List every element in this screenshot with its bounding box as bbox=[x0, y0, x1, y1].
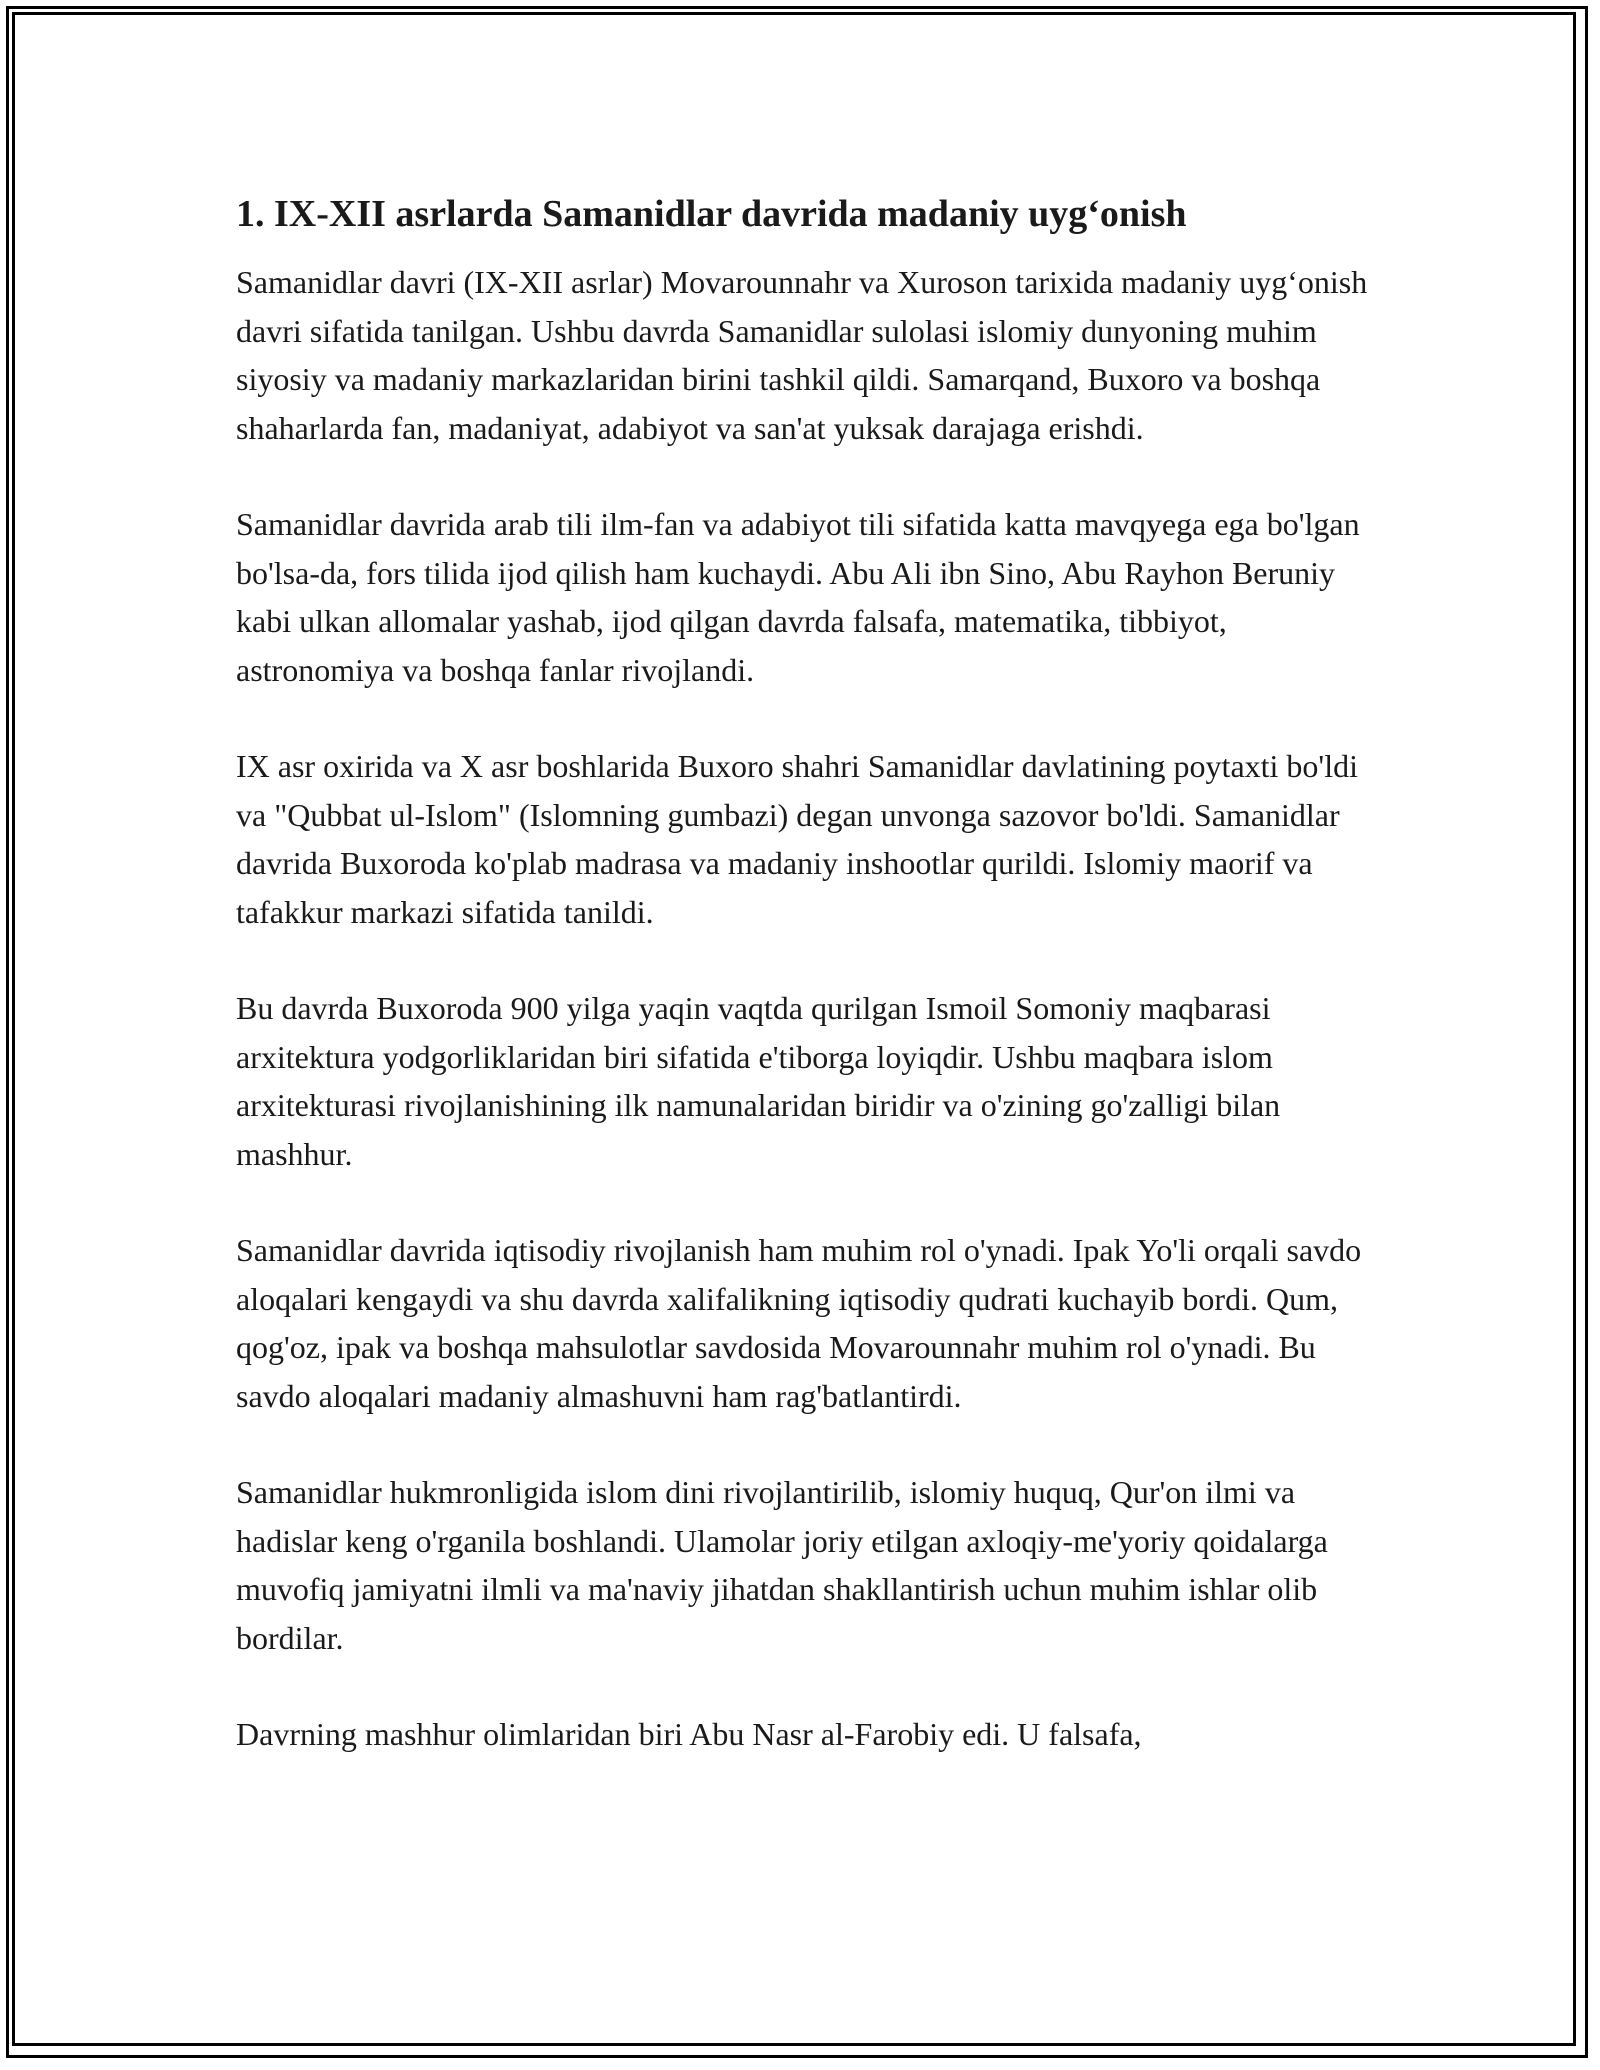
paragraph-5: Samanidlar davrida iqtisodiy rivojlanish ham muhim rol o'ynadi. Ipak Yo'li orqali savdo aloqalari kengaydi va shu davrda xalifalikning iqtisodiy qudrati kuchayib bordi. Qum, qog'oz, ipak va boshqa mahsulotlar savdosida Movarounnahr muhim rol o'ynadi. Bu savdo aloqalari madaniy almashuvni ham rag'batlantirdi. bbox=[236, 1232, 1362, 1414]
paragraph-2: Samanidlar davrida arab tili ilm-fan va adabiyot tili sifatida katta mavqyega ega bo'lgan bo'lsa-da, fors tilida ijod qilish ham kuchaydi. Abu Ali ibn Sino, Abu Rayhon Beruniy kabi ulkan allomalar yashab, ijod qilgan davrda falsafa, matematika, tibbiyot, astronomiya va boshqa fanlar rivojlandi. bbox=[236, 506, 1360, 688]
section-heading: 1. IX-XII asrlarda Samanidlar davrida madaniy uyg‘onish bbox=[236, 193, 1187, 235]
paragraph-4: Bu davrda Buxoroda 900 yilga yaqin vaqtda qurilgan Ismoil Somoniy maqbarasi arxitektura yodgorliklaridan biri sifatida e'tiborga loyiqdir. Ushbu maqbara islom arxitekturasi rivojlanishining ilk namunalaridan biridir va o'zining go'zalligi bilan mashhur. bbox=[236, 990, 1281, 1172]
document-body bbox=[236, 186, 1386, 1807]
paragraph-6: Samanidlar hukmronligida islom dini rivojlantirilib, islomiy huquq, Qur'on ilmi va hadislar keng o'rganila boshlandi. Ulamolar joriy etilgan axloqiy-me'yoriy qoidalarga muvofiq jamiyatni ilmli va ma'naviy jihatdan shakllantirish uchun muhim ishlar olib bordilar. bbox=[236, 1474, 1328, 1656]
paragraph-1: Samanidlar davri (IX-XII asrlar) Movarounnahr va Xuroson tarixida madaniy uyg‘onish davri sifatida tanilgan. Ushbu davrda Samanidlar sulolasi islomiy dunyoning muhim siyosiy va madaniy markazlaridan birini tashkil qildi. Samarqand, Buxoro va boshqa shaharlarda fan, madaniyat, adabiyot va san'at yuksak darajaga erishdi. bbox=[236, 264, 1368, 446]
paragraph-7: Davrning mashhur olimlaridan biri Abu Nasr al-Farobiy edi. U falsafa, bbox=[236, 1716, 1142, 1752]
paragraph-3: IX asr oxirida va X asr boshlarida Buxoro shahri Samanidlar davlatining poytaxti bo'ldi va "Qubbat ul-Islom" (Islomning gumbazi) degan unvonga sazovor bo'ldi. Samanidlar davrida Buxoroda ko'plab madrasa va madaniy inshootlar qurildi. Islomiy maorif va tafakkur markazi sifatida tanildi. bbox=[236, 748, 1358, 930]
